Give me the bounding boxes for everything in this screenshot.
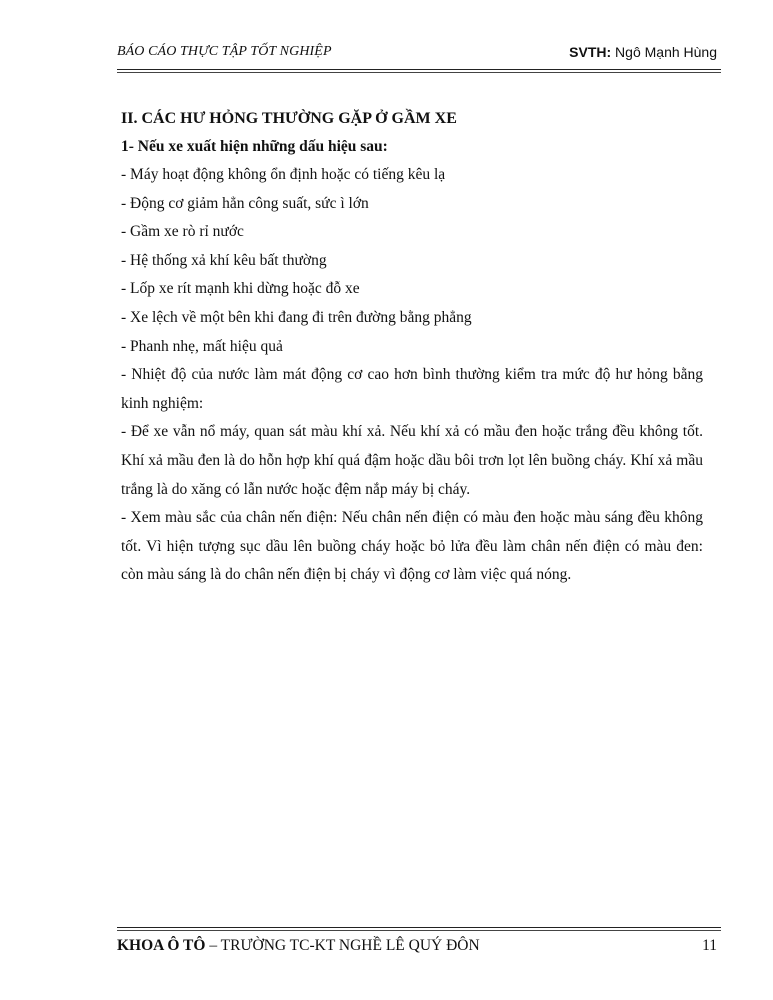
footer-institution: [117, 937, 480, 955]
paragraph: - Xem màu sắc của chân nến điện: Nếu chân nến điện có màu đen hoặc màu sáng đều không tốt. Vì hiện tượng sục dầu lên buồng cháy hoặc bỏ lửa đều làm chân nến điện có màu đen: còn màu sáng là do chân nến điện bị cháy vì động cơ làm việc quá nóng.: [121, 509, 703, 584]
author-name: Ngô Mạnh Hùng: [615, 44, 717, 60]
footer-school: TRƯỜNG TC-KT NGHỀ LÊ QUÝ ĐÔN: [220, 937, 480, 954]
list-item: - Máy hoạt động không ổn định hoặc có tiếng kêu lạ: [121, 166, 446, 183]
section-subtitle: 1- Nếu xe xuất hiện những dấu hiệu sau:: [121, 138, 388, 155]
report-title: BÁO CÁO THỰC TẬP TỐT NGHIỆP: [117, 44, 332, 59]
list-item: - Lốp xe rít mạnh khi dừng hoặc đỗ xe: [121, 280, 360, 298]
page-number: 11: [702, 937, 717, 954]
footer-divider-thin: [117, 930, 721, 931]
paragraph: - Nhiệt độ của nước làm mát động cơ cao hơn bình thường kiểm tra mức độ hư hỏng bằng kinh nghiệm:: [121, 366, 703, 412]
author-label: SVTH:: [569, 44, 612, 60]
footer-department: KHOA Ô TÔ: [117, 937, 206, 954]
list-item: - Xe lệch về một bên khi đang đi trên đường bằng phẳng: [121, 308, 472, 326]
list-item: - Hệ thống xả khí kêu bất thường: [121, 251, 327, 269]
header-divider: [117, 69, 721, 70]
footer-separator: –: [205, 937, 221, 954]
footer-divider: [117, 927, 721, 928]
page-content: [121, 105, 703, 590]
paragraph: - Để xe vẫn nổ máy, quan sát màu khí xả. Nếu khí xả có mầu đen hoặc trắng đều không tốt. Khí xả mầu đen là do hỗn hợp khí quá đậm hoặc dầu bôi trơn lọt lên buồng cháy. Khí xả mầu trắng là do xăng có lẫn nước hoặc đệm nắp máy bị cháy.: [121, 423, 703, 498]
header-divider-thin: [117, 72, 721, 73]
section-title: II. CÁC HƯ HỎNG THƯỜNG GẶP Ở GẦM XE: [121, 110, 457, 127]
list-item: - Động cơ giảm hẳn công suất, sức ì lớn: [121, 194, 369, 212]
page-header: [117, 44, 717, 66]
page-footer: [117, 937, 717, 961]
list-item: - Gầm xe rò rỉ nước: [121, 223, 244, 241]
list-item: - Phanh nhẹ, mất hiệu quả: [121, 337, 283, 355]
author-info: [569, 44, 717, 60]
